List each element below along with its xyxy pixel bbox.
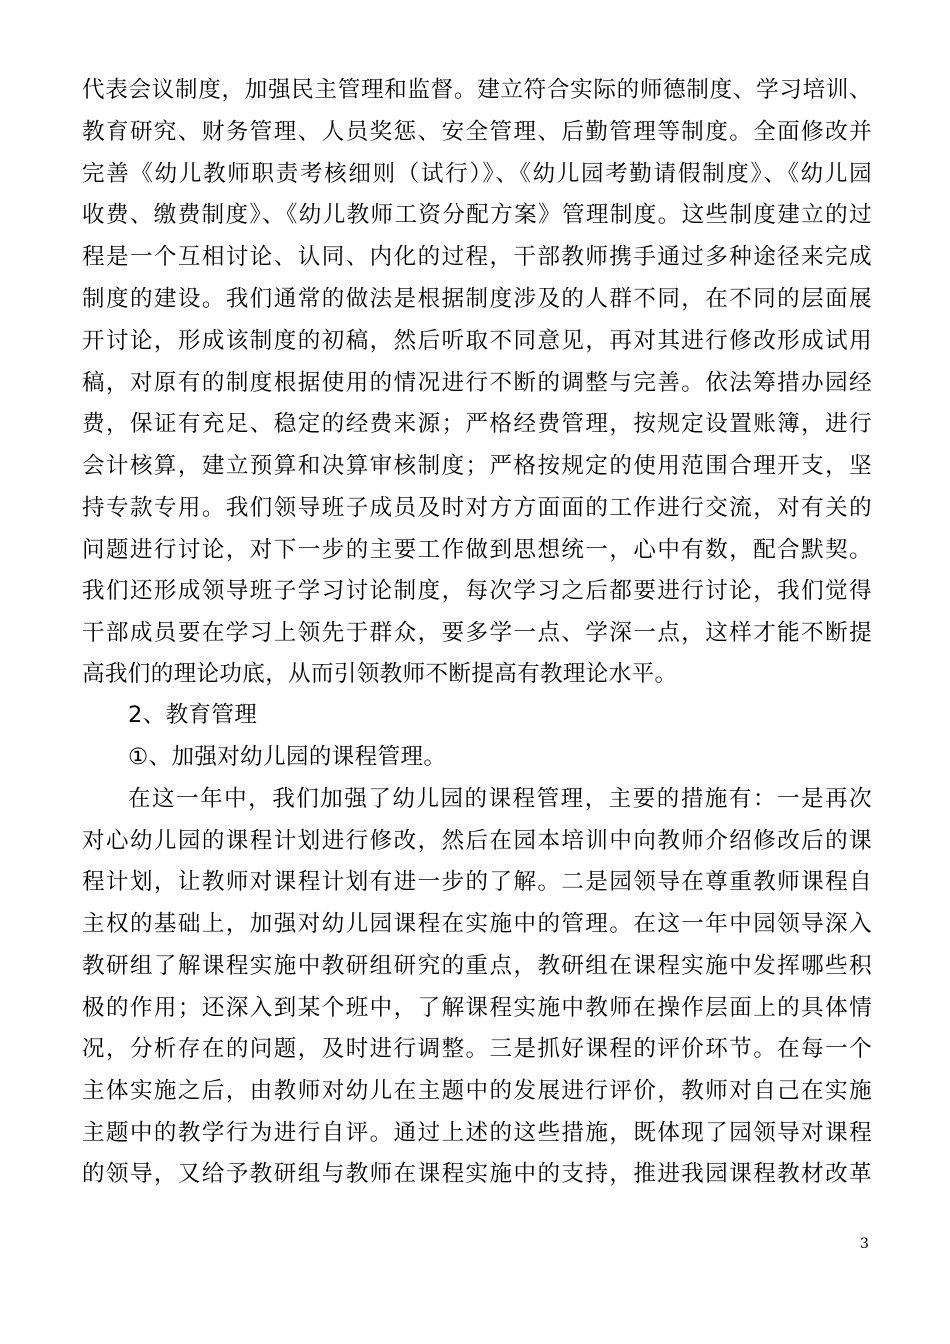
body-text-line: 对心幼儿园的课程计划进行修改，然后在园本培训中向教师介绍修改后的课 <box>82 828 872 854</box>
section-heading: 2、教育管理 <box>128 702 258 728</box>
body-text-line: 教育研究、财务管理、人员奖惩、安全管理、后勤管理等制度。全面修改并 <box>82 119 872 145</box>
body-text-line: 开讨论，形成该制度的初稿，然后听取不同意见，再对其进行修改形成试用 <box>82 328 872 354</box>
body-text-line: 制度的建设。我们通常的做法是根据制度涉及的人群不同，在不同的层面展 <box>82 286 872 312</box>
body-text-line: 程是一个互相讨论、认同、内化的过程，干部教师携手通过多种途径来完成 <box>82 244 872 270</box>
body-text-line: 费，保证有充足、稳定的经费来源；严格经费管理，按规定设置账簿，进行 <box>82 411 872 437</box>
body-text-line: 主权的基础上，加强对幼儿园课程在实施中的管理。在这一年中园领导深入 <box>82 911 872 937</box>
body-text-line: 在这一年中，我们加强了幼儿园的课程管理，主要的措施有：一是再次 <box>128 786 872 812</box>
body-text-line: 高我们的理论功底，从而引领教师不断提高有教理论水平。 <box>82 661 678 687</box>
body-text-line: 会计核算，建立预算和决算审核制度；严格按规定的使用范围合理开支，坚 <box>82 453 872 479</box>
body-text-line: 极的作用；还深入到某个班中，了解课程实施中教师在操作层面上的具体情 <box>82 995 872 1021</box>
body-text-line: 主题中的教学行为进行自评。通过上述的这些措施，既体现了园领导对课程 <box>82 1120 872 1146</box>
body-text-line: 的领导，又给予教研组与教师在课程实施中的支持，推进我园课程教材改革 <box>82 1161 872 1187</box>
body-text-line: 主体实施之后，由教师对幼儿在主题中的发展进行评价，教师对自己在实施 <box>82 1078 872 1104</box>
body-text-line: 问题进行讨论，对下一步的主要工作做到思想统一，心中有数，配合默契。 <box>82 537 872 563</box>
body-text-line: 代表会议制度，加强民主管理和监督。建立符合实际的师德制度、学习培训、 <box>82 77 872 103</box>
body-text-line: 教研组了解课程实施中教研组研究的重点，教研组在课程实施中发挥哪些积 <box>82 953 872 979</box>
body-text-line: 持专款专用。我们领导班子成员及时对方方面面的工作进行交流，对有关的 <box>82 495 872 521</box>
body-text-line: 我们还形成领导班子学习讨论制度，每次学习之后都要进行讨论，我们觉得 <box>82 578 872 604</box>
body-text-line: 程计划，让教师对课程计划有进一步的了解。二是园领导在尊重教师课程自 <box>82 869 872 895</box>
body-text-line: 况，分析存在的问题，及时进行调整。三是抓好课程的评价环节。在每一个 <box>82 1036 872 1062</box>
body-text-line: 稿，对原有的制度根据使用的情况进行不断的调整与完善。依法筹措办园经 <box>82 370 872 396</box>
body-text-line: 干部成员要在学习上领先于群众，要多学一点、学深一点，这样才能不断提 <box>82 620 872 646</box>
subsection-heading: ①、加强对幼儿园的课程管理。 <box>128 744 447 770</box>
page-number: 3 <box>860 1236 869 1252</box>
body-text-line: 收费、缴费制度》、《幼儿教师工资分配方案》管理制度。这些制度建立的过 <box>82 202 872 228</box>
body-text-line: 完善《幼儿教师职责考核细则（试行）》、《幼儿园考勤请假制度》、《幼儿园 <box>82 161 872 187</box>
